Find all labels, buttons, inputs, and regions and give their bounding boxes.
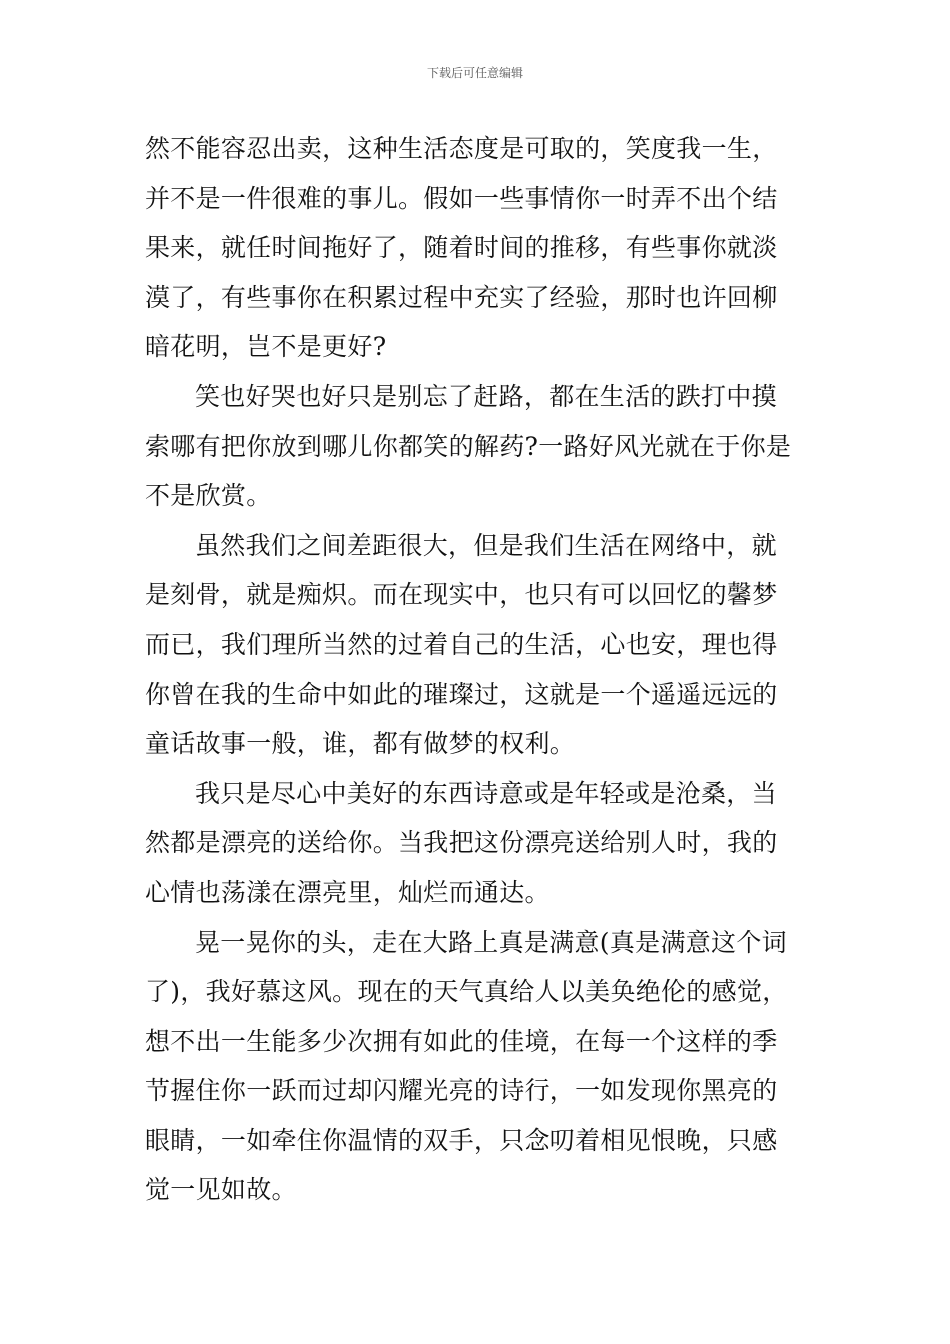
text-line: 心情也荡漾在漂亮里，灿烂而通达。: [145, 877, 550, 907]
text-line: 然不能容忍出卖，这种生活态度是可取的，笑度我一生，: [145, 134, 778, 163]
paragraph: [145, 918, 807, 1216]
text-line: 笑也好哭也好只是别忘了赶路，都在生活的跌打中摸: [195, 381, 777, 411]
text-line: 眼睛，一如牵住你温情的双手，只念叨着相见恨晚，只感: [145, 1125, 778, 1155]
text-line: 觉一见如故。: [145, 1175, 297, 1205]
header-note: 下载后可任意编辑: [426, 66, 523, 80]
text-line: 而已，我们理所当然的过着自己的生活，心也安，理也得: [145, 629, 778, 659]
text-line: 晃一晃你的头，走在大路上真是满意(真是满意这个词: [195, 927, 787, 957]
paragraph: [145, 124, 807, 372]
text-line: 节握住你一跃而过却闪耀光亮的诗行，一如发现你黑亮的: [145, 1076, 778, 1106]
text-line: 不是欣赏。: [145, 481, 272, 511]
text-line: 并不是一件很难的事儿。假如一些事情你一时弄不出个结: [145, 183, 778, 213]
paragraph: [145, 769, 807, 918]
text-line: 索哪有把你放到哪儿你都笑的解药?一路好风光就在于你是: [145, 431, 792, 461]
body-text: [145, 124, 807, 1215]
text-line: 然都是漂亮的送给你。当我把这份漂亮送给别人时，我的: [145, 828, 778, 858]
text-line: 了)，我好慕这风。现在的天气真给人以美奂绝伦的感觉，: [145, 977, 788, 1007]
text-line: 暗花明，岂不是更好?: [145, 332, 387, 362]
text-line: 虽然我们之间差距很大，但是我们生活在网络中，就: [195, 530, 777, 560]
text-line: 是刻骨，就是痴炽。而在现实中，也只有可以回忆的馨梦: [145, 580, 778, 610]
text-line: 想不出一生能多少次拥有如此的佳境，在每一个这样的季: [145, 1026, 778, 1056]
text-line: 你曾在我的生命中如此的璀璨过，这就是一个遥遥远远的: [145, 679, 778, 709]
text-line: 我只是尽心中美好的东西诗意或是年轻或是沧桑，当: [195, 778, 777, 808]
paragraph: [145, 372, 807, 521]
paragraph: [145, 521, 807, 769]
text-line: 童话故事一般，谁，都有做梦的权利。: [145, 729, 576, 759]
text-line: 漠了，有些事你在积累过程中充实了经验，那时也许回柳: [145, 282, 778, 312]
text-line: 果来，就任时间拖好了，随着时间的推移，有些事你就淡: [145, 233, 778, 263]
